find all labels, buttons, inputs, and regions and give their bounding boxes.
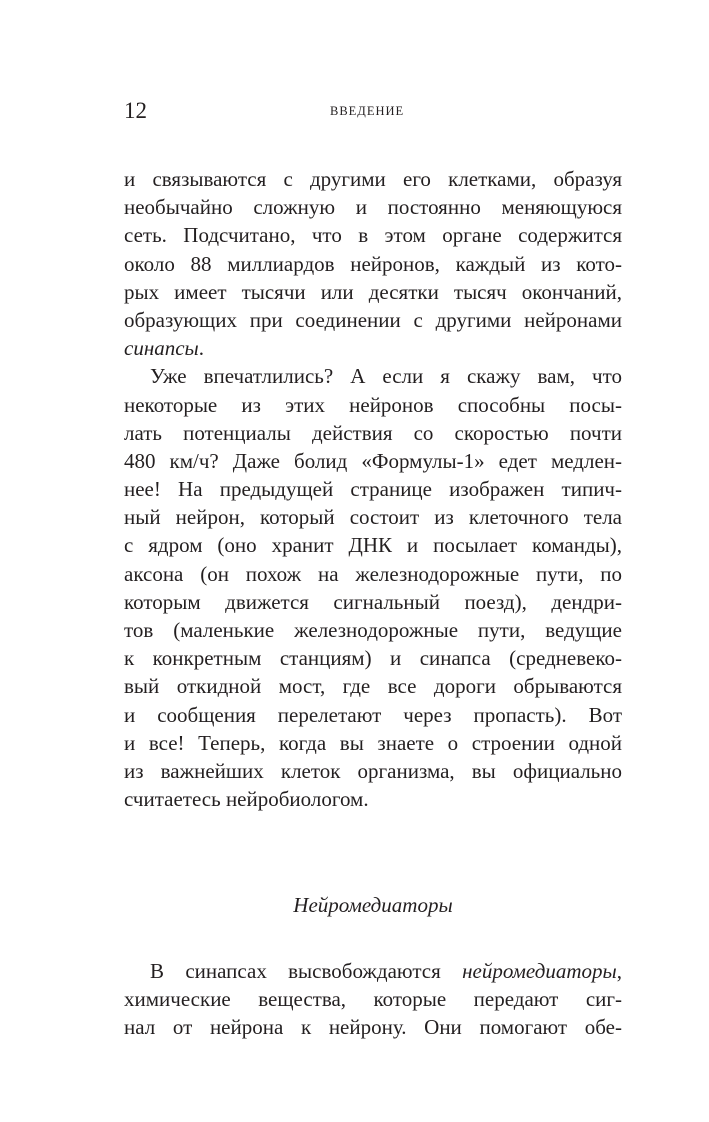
text-line: некоторые из этих нейронов способны посы-	[124, 392, 622, 417]
text-line: с ядром (оно хранит ДНК и посылает команды),	[124, 533, 622, 558]
text-line: аксона (он похож на железнодорожные пути, по	[124, 561, 622, 586]
text-line: рых имеет тысячи или десятки тысяч окончаний,	[124, 279, 622, 304]
text-line: необычайно сложную и постоянно меняющуюся	[124, 195, 622, 220]
running-head: ВВЕДЕНИЕ	[330, 104, 405, 118]
italic-term: нейромедиаторы	[462, 958, 617, 983]
text-line: химические вещества, которые передают сиг-	[124, 986, 622, 1011]
heading-spacer	[124, 920, 622, 957]
paragraph	[124, 362, 622, 813]
paragraph	[124, 957, 622, 1042]
text-line: лать потенциалы действия со скоростью почти	[124, 420, 622, 445]
text-line: Уже впечатлились? А если я скажу вам, что	[150, 364, 622, 389]
text-line	[124, 957, 622, 985]
body-text	[124, 165, 622, 1041]
text-line: и сообщения перелетают через пропасть). Вот	[124, 702, 622, 727]
text-fragment: .	[198, 336, 205, 361]
text-line: около 88 миллиардов нейронов, каждый из кото-	[124, 251, 622, 276]
text-line: и связываются с другими его клетками, образуя	[124, 167, 622, 191]
text-line: считаетесь нейробиологом.	[124, 787, 369, 812]
text-line: нее! На предыдущей странице изображен типич-	[124, 477, 622, 502]
text-line: образующих при соединении с другими нейронами	[124, 307, 622, 332]
section-spacer	[124, 813, 622, 891]
page-header	[124, 96, 624, 126]
italic-term: синапсы	[124, 336, 199, 361]
text-line: к конкретным станциям) и синапса (средневеко-	[124, 646, 622, 671]
page-number: 12	[124, 98, 147, 123]
text-line: вый откидной мост, где все дороги обрываются	[124, 674, 622, 699]
text-line: 480 км/ч? Даже болид «Формулы-1» едет медлен-	[124, 448, 622, 473]
paragraph	[124, 165, 622, 362]
text-line: сеть. Подсчитано, что в этом органе содержится	[124, 223, 622, 248]
text-line: нал от нейрона к нейрону. Они помогают обе-	[124, 1014, 622, 1039]
section-heading: Нейромедиаторы	[293, 893, 453, 918]
text-fragment: ,	[616, 958, 622, 983]
text-fragment: В синапсах высвобождаются	[150, 958, 463, 983]
text-line: ный нейрон, который состоит из клеточного тела	[124, 505, 622, 530]
text-line: тов (маленькие железнодорожные пути, ведущие	[124, 618, 622, 642]
text-line: из важнейших клеток организма, вы официально	[124, 758, 622, 783]
text-line: и все! Теперь, когда вы знаете о строении одной	[124, 730, 622, 755]
text-line: которым движется сигнальный поезд), дендри-	[124, 589, 622, 614]
text-line	[124, 334, 622, 362]
